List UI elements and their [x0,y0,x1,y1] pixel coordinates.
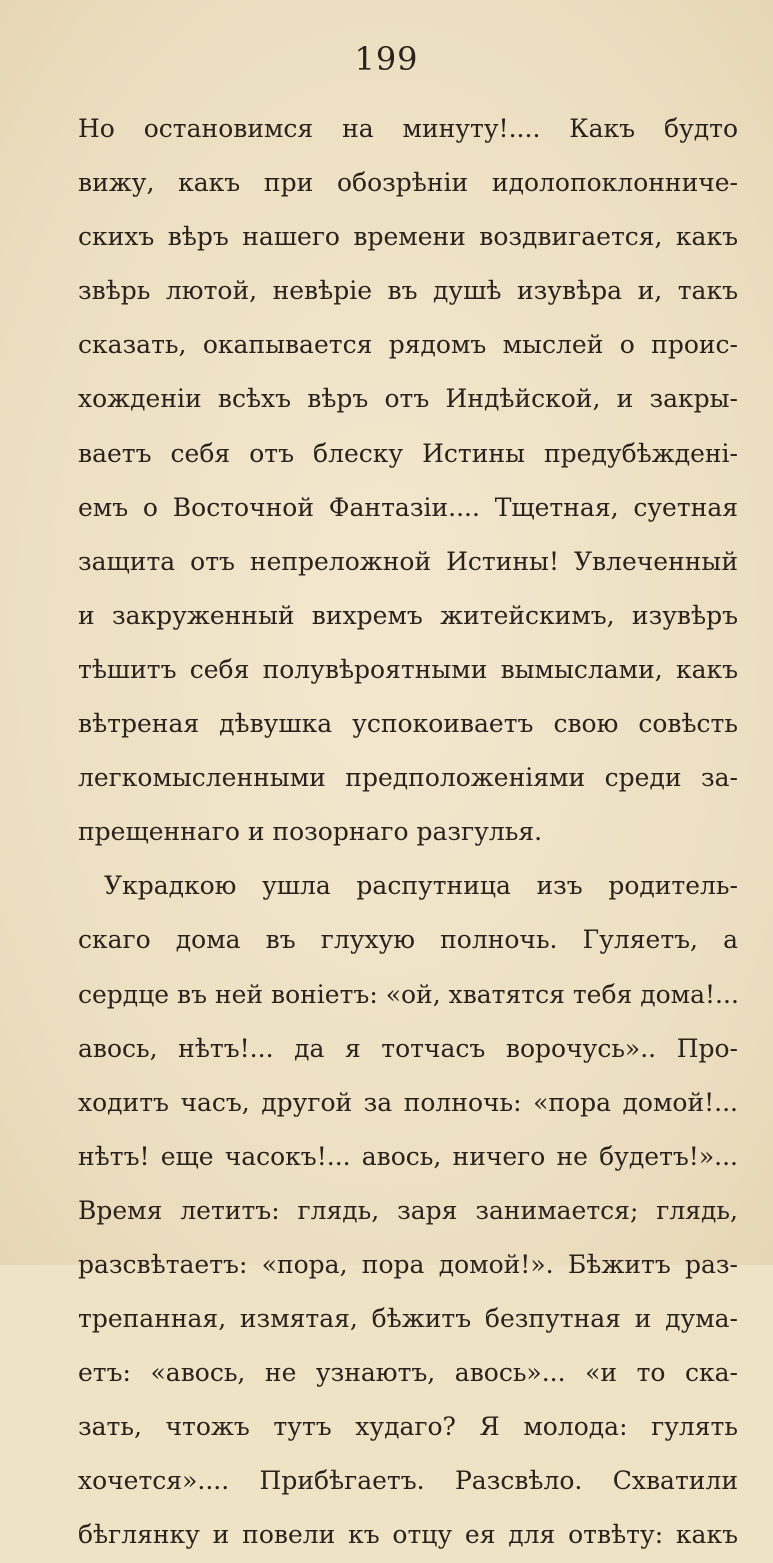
text-line: етъ: «авось, не узнаютъ, авось»... «и то ска- [78,1358,738,1388]
text-line: хочется».... Прибѣгаетъ. Разсвѣло. Схватили [78,1466,738,1496]
text-line: вѣтреная дѣвушка успокоиваетъ свою совѣсть [78,709,738,739]
body-text [78,102,738,1563]
text-line: скихъ вѣръ нашего времени воздвигается, какъ [78,222,738,252]
text-line: тѣшитъ себя полувѣроятными вымыслами, какъ [78,654,738,684]
text-line: бѣглянку и повели къ отцу ея для отвѣту: какъ [78,1520,738,1550]
text-line: прещеннаго и позорнаго разгулья. [78,817,543,847]
text-line: авось, нѣтъ!... да я тотчасъ ворочусь».. Про- [78,1033,738,1063]
text-line: защита отъ непреложной Истины! Увлеченный [78,546,738,576]
text-line: хожденіи всѣхъ вѣръ отъ Индѣйской, и закры- [78,384,738,414]
text-line: вижу, какъ при обозрѣніи идолопоклонниче- [78,168,738,198]
text-line: скаго дома въ глухую полночь. Гуляетъ, а [78,925,738,955]
text-line: ходитъ часъ, другой за полночь: «пора домой!... [78,1087,738,1117]
text-line: Время летитъ: глядь, заря занимается; глядь, [78,1195,738,1225]
text-line: легкомысленными предположеніями среди за- [78,763,738,793]
text-line: сказать, окапывается рядомъ мыслей о проис- [78,330,738,360]
text-line: Но остановимся на минуту!.... Какъ будто [78,114,738,143]
text-line: разсвѣтаетъ: «пора, пора домой!». Бѣжитъ раз- [78,1249,738,1279]
text-line: и закруженный вихремъ житейскимъ, изувѣръ [78,600,738,630]
text-line: ваетъ себя отъ блеску Истины предубѣжденi- [78,438,738,468]
text-line: Украдкою ушла распутница изъ родитель- [104,871,738,901]
text-line: зать, чтожъ тутъ худаго? Я молода: гулять [78,1412,738,1442]
text-line: трепанная, измятая, бѣжитъ безпутная и дума- [78,1304,738,1334]
page-number: 199 [354,40,419,78]
text-line: звѣрь лютой, невѣріе въ душѣ изувѣра и, такъ [78,276,738,306]
text-line: сердце въ ней воніетъ: «ой, хватятся тебя дома!... [78,979,739,1009]
text-line: нѣтъ! еще часокъ!... авось, ничего не будетъ!»... [78,1141,738,1171]
text-line: емъ о Восточной Фантазіи.... Тщетная, суетная [78,492,738,522]
